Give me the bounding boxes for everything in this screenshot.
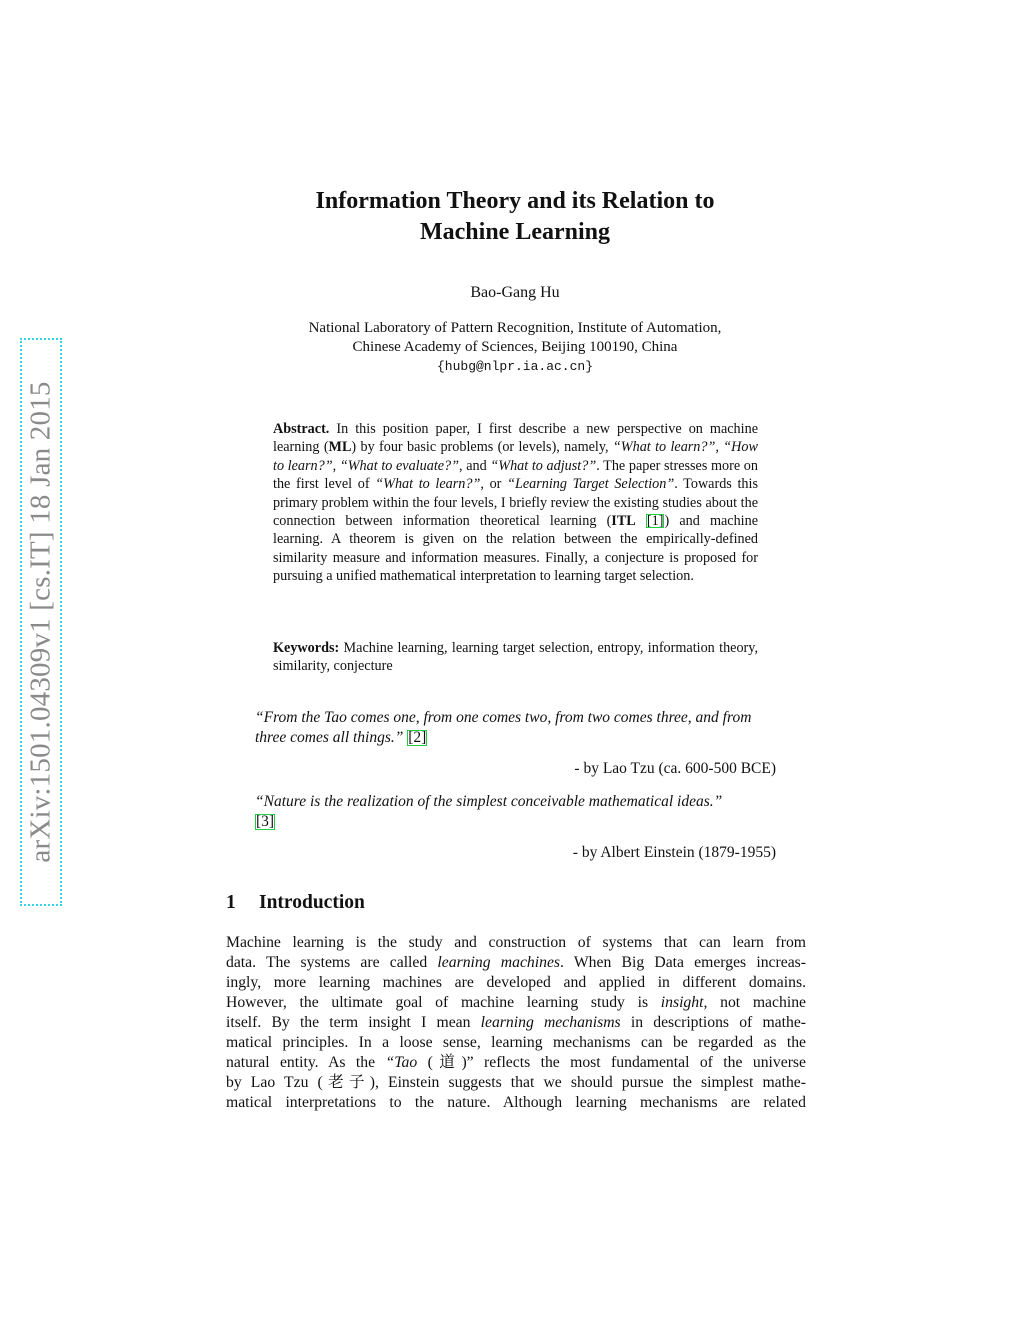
abstract-label: Abstract. <box>273 421 330 437</box>
body-text: in descriptions of mathe- <box>620 1014 807 1031</box>
body-text: data. The systems are called <box>226 954 438 971</box>
keywords-text: Machine learning, learning target selection, entropy, information theory, similarity, conjecture <box>273 640 758 675</box>
body-line: ingly, more learning machines are developed and applied in different domains. <box>226 974 806 991</box>
author-email[interactable]: {hubg@nlpr.ia.ac.cn} <box>436 359 594 374</box>
body-emphasis: learning machines <box>437 954 561 971</box>
body-line: by Lao Tzu (老子), Einstein suggests that we should pursue the simplest mathe- <box>226 1074 806 1091</box>
body-text: natural entity. As the <box>226 1054 386 1071</box>
body-emphasis: insight <box>660 994 704 1011</box>
abstract-question: “What to learn?” <box>375 476 481 493</box>
body-emphasis: “Tao <box>385 1054 418 1071</box>
keywords-label: Keywords: <box>273 640 340 656</box>
abstract-text: , <box>715 439 724 456</box>
abstract-text: , and <box>459 457 491 474</box>
abstract-question: “What to learn?” <box>612 439 716 456</box>
body-line <box>226 1013 806 1033</box>
introduction-body <box>226 933 806 1113</box>
body-text: (道)” reflects the most fundamental of the universe <box>417 1054 807 1071</box>
quote-attribution: - by Albert Einstein (1879-1955) <box>572 844 776 861</box>
body-text: . When Big Data emerges increas- <box>560 954 807 971</box>
abstract-question: “What to evaluate?” <box>339 457 460 474</box>
abstract-text: ) by four basic problems (or levels), namely, <box>351 439 613 456</box>
section-heading <box>226 892 365 914</box>
citation-link[interactable]: [1] <box>646 513 664 530</box>
abstract-text: , <box>332 457 340 474</box>
citation-link[interactable]: [2] <box>408 729 427 746</box>
body-emphasis: learning mechanisms <box>480 1014 621 1031</box>
body-line: Machine learning is the study and construction of systems that can learn from <box>226 934 806 951</box>
paper-title <box>200 186 830 248</box>
affiliation <box>200 319 830 376</box>
abstract-text: In this position paper, I first describe a new perspective on machine learning ( <box>273 421 758 456</box>
author-name: Bao-Gang Hu <box>470 284 560 301</box>
section-title: Introduction <box>259 892 365 913</box>
keywords <box>273 639 758 676</box>
abstract-ml-term: ML <box>328 439 352 456</box>
section-number: 1 <box>226 892 236 913</box>
title-line-2: Machine Learning <box>420 219 610 245</box>
abstract <box>273 420 758 586</box>
body-line <box>226 1053 806 1073</box>
abstract-itl-term: ITL <box>611 513 636 530</box>
abstract-text: . The paper stresses more on the first level of <box>273 457 758 493</box>
affiliation-line-2: Chinese Academy of Sciences, Beijing 100190, China <box>352 339 678 355</box>
body-line <box>226 993 806 1013</box>
citation-link[interactable]: [3] <box>256 813 275 830</box>
body-text: , not machine <box>703 994 806 1011</box>
body-line: matical interpretations to the nature. Although learning mechanisms are related <box>226 1094 806 1111</box>
title-line-1: Information Theory and its Relation to <box>315 188 715 214</box>
quote-attribution: - by Lao Tzu (ca. 600-500 BCE) <box>574 760 776 777</box>
abstract-text: . Towards this primary problem within the four levels, I briefly review the existing studies about the connection between information theoretical learning ( <box>273 476 758 530</box>
body-text: itself. By the term insight I mean <box>226 1014 481 1031</box>
arxiv-stamp[interactable]: arXiv:1501.04309v1 [cs.IT] 18 Jan 2015 <box>24 381 57 863</box>
epigraph-quote <box>255 708 777 748</box>
abstract-question: “What to adjust?” <box>490 457 597 474</box>
epigraph-quote <box>255 792 777 832</box>
affiliation-line-1: National Laboratory of Pattern Recognition, Institute of Automation, <box>308 320 722 336</box>
quote-text: “From the Tao comes one, from one comes two, from two comes three, and from three comes all things.” <box>255 709 752 746</box>
quote-text: “Nature is the realization of the simplest conceivable mathematical ideas.” <box>255 793 723 810</box>
body-line <box>226 953 806 973</box>
body-line: matical principles. In a loose sense, learning mechanisms can be regarded as the <box>226 1034 806 1051</box>
body-text: However, the ultimate goal of machine learning study is <box>226 994 661 1011</box>
abstract-text: ) and machine learning. A theorem is given on the relation between the empirically-defined similarity measure and information measures. Finally, a conjecture is proposed for pursuing a unified mathematical interpretation to learning target selection. <box>273 513 759 585</box>
abstract-question: “Learning Target Selection” <box>507 476 675 493</box>
abstract-question: “How to learn?” <box>273 439 758 474</box>
abstract-text: , or <box>480 476 508 493</box>
